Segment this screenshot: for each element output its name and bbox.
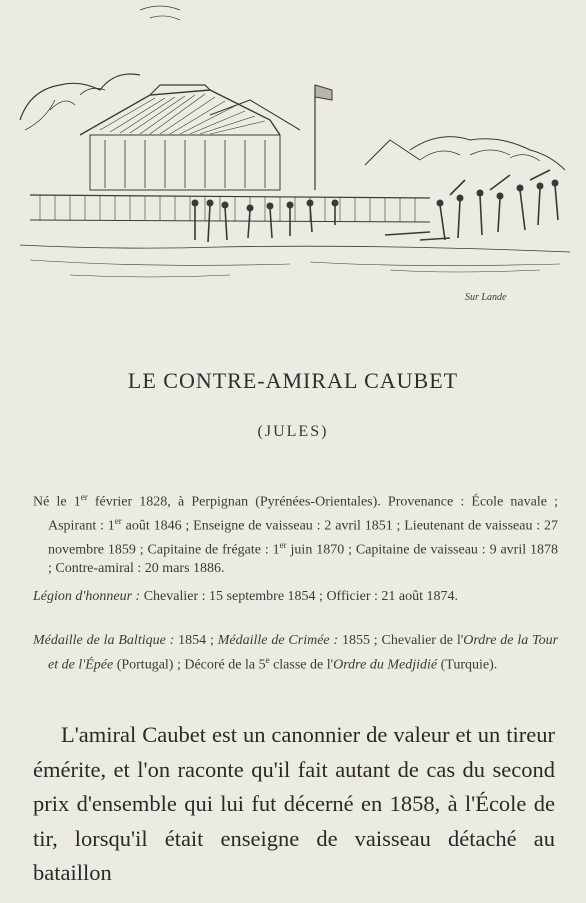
superscript: er bbox=[279, 540, 287, 551]
bio-text: (Portugal) ; Décoré de la 5 bbox=[113, 657, 266, 673]
bio-text: classe de l' bbox=[269, 657, 334, 673]
bio-legion-honneur bbox=[33, 588, 558, 607]
superscript: er bbox=[80, 492, 88, 502]
page-title: LE CONTRE-AMIRAL CAUBET bbox=[127, 368, 459, 393]
bio-career bbox=[33, 488, 558, 579]
bio-italic-label: Légion d'honneur : bbox=[33, 589, 141, 604]
bio-medals bbox=[33, 632, 558, 675]
body-paragraph bbox=[33, 718, 555, 891]
engraving-illustration bbox=[10, 0, 580, 310]
bio-text: juin 1870 ; Capitaine de vaisseau : 9 avril 1878 ; Contre-amiral : 20 mars 1886. bbox=[48, 542, 558, 577]
bio-text: (Turquie). bbox=[437, 657, 498, 673]
bio-italic-label: Ordre du Medjidié bbox=[333, 657, 438, 673]
bio-text: 1855 ; Chevalier de l' bbox=[338, 633, 464, 648]
bio-text: août 1846 ; Enseigne de vaisseau : 2 avril 1851 ; Lieutenant de vaisseau : 27 novembre 1859 ; Capitaine de frégate : 1 bbox=[48, 518, 559, 558]
illustration-signature: Sur Lande bbox=[465, 292, 507, 303]
bio-text: Chevalier : 15 septembre 1854 ; Officier : 21 août 1874. bbox=[140, 589, 458, 604]
page-subtitle: (JULES) bbox=[257, 423, 329, 440]
superscript: e bbox=[265, 654, 270, 665]
bio-text: Né le 1 bbox=[33, 494, 81, 510]
bio-italic-label: Médaille de Crimée : bbox=[217, 633, 339, 648]
bio-italic-label: Ordre de la Tour et de l'Épée bbox=[48, 633, 559, 673]
bio-italic-label: Médaille de la Baltique : bbox=[33, 633, 175, 648]
body-text: L'amiral Caubet est un canonnier de valeur et un tireur émérite, et l'on raconte qu'il fait autant de cas du second prix d'ensemble qui lui fut décerné en 1858, à l'École de tir, lorsqu'il était enseigne de vaisseau détaché au bataillon bbox=[33, 722, 555, 885]
bio-text: février 1828, à Perpignan (Pyrénées-Orientales). Provenance : École navale ; Aspirant : 1 bbox=[48, 494, 558, 534]
superscript: er bbox=[114, 516, 122, 527]
bio-text: 1854 ; bbox=[174, 633, 218, 648]
